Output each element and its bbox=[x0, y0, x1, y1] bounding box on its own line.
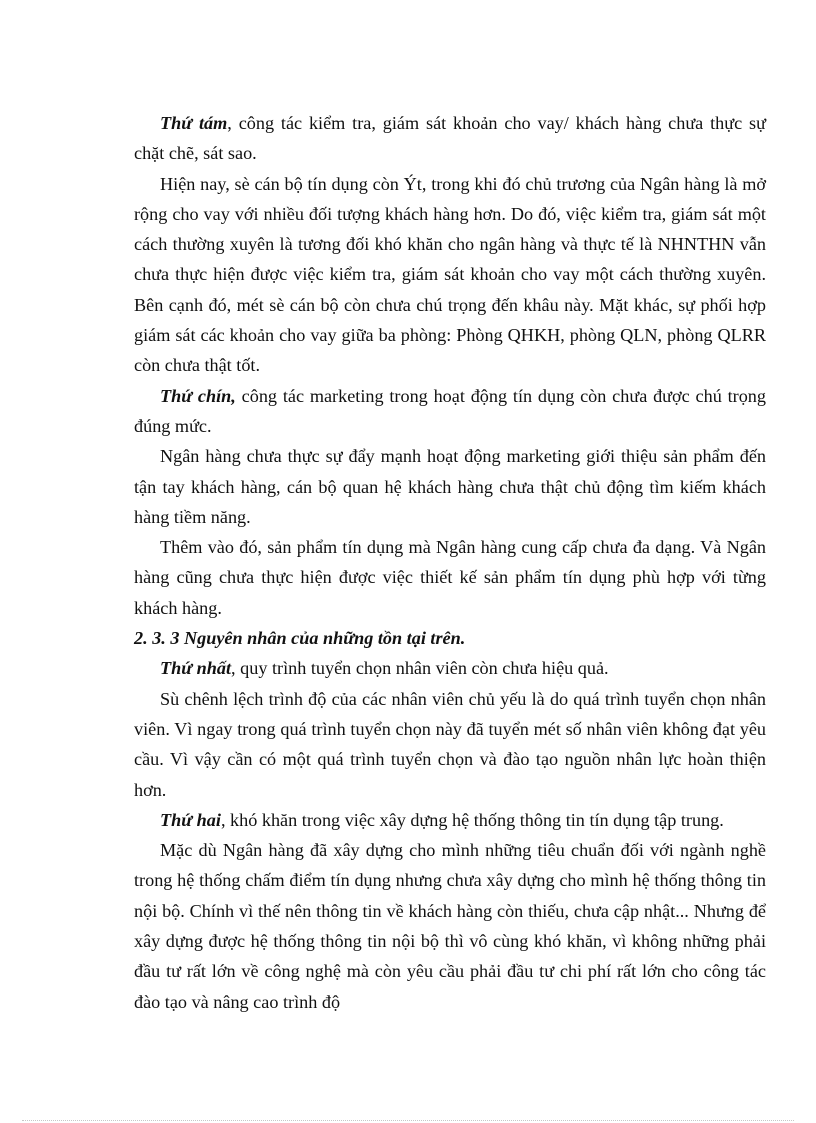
paragraph-lead: Thứ chín, bbox=[160, 385, 236, 406]
paragraph-thu-tam bbox=[134, 108, 766, 169]
page-bottom-divider bbox=[22, 1120, 794, 1121]
paragraph-thu-nhat bbox=[134, 653, 766, 683]
paragraph-thu-hai bbox=[134, 805, 766, 835]
paragraph-thu-chin bbox=[134, 381, 766, 442]
paragraph-text: Thêm vào đó, sản phẩm tín dụng mà Ngân hàng cung cấp chưa đa dạng. Và Ngân hàng cũng chưa thực hiện được việc thiết kế sản phẩm tín dụng phù hợp với từng khách hàng. bbox=[134, 537, 766, 618]
paragraph-text: công tác marketing trong hoạt động tín dụng còn chưa được chú trọng đúng mức. bbox=[134, 385, 766, 436]
paragraph-text: Mặc dù Ngân hàng đã xây dựng cho mình những tiêu chuẩn đối với ngành nghề trong hệ thống chấm điểm tín dụng nhưng chưa xây dựng cho mình hệ thống thông tin nội bộ. Chính vì thế nên thông tin về khách hàng còn thiếu, chưa cập nhật... Nhưng để xây dựng được hệ thống thông tin nội bộ thì vô cùng khó khăn, vì không những phải đầu tư rất lớn về công nghệ mà còn yêu cầu phải đầu tư chi phí rất lớn cho công tác đào tạo và nâng cao trình độ bbox=[134, 840, 766, 1012]
paragraph-text: , quy trình tuyển chọn nhân viên còn chưa hiệu quả. bbox=[231, 658, 609, 679]
paragraph-mac-du bbox=[134, 835, 766, 1017]
paragraph-text: , khó khăn trong việc xây dựng hệ thống thông tin tín dụng tập trung. bbox=[220, 809, 724, 830]
paragraph-hien-nay bbox=[134, 169, 766, 381]
section-heading: 2. 3. 3 Nguyên nhân của những tồn tại trên. bbox=[134, 628, 466, 649]
paragraph-text: , công tác kiểm tra, giám sát khoản cho vay/ khách hàng chưa thực sự chặt chẽ, sát sao. bbox=[134, 113, 766, 164]
paragraph-san-pham bbox=[134, 532, 766, 623]
paragraph-lead: Thứ hai bbox=[160, 809, 221, 830]
paragraph-lead: Thứ tám bbox=[160, 113, 228, 133]
document-body bbox=[134, 108, 766, 1017]
paragraph-text: Hiện nay, sè cán bộ tín dụng còn Ýt, trong khi đó chủ trương của Ngân hàng là mở rộng cho vay với nhiều đối tượng khách hàng hơn. Do đó, việc kiểm tra, giám sát một cách thường xuyên là tương đối khó khăn cho ngân hàng và thực tế là NHNTHN vẫn chưa thực hiện được việc kiểm tra, giám sát khoản cho vay một cách thường xuyên. Bên cạnh đó, mét sè cán bộ còn chưa chú trọng đến khâu này. Mặt khác, sự phối hợp giám sát các khoản cho vay giữa ba phòng: Phòng QHKH, phòng QLN, phòng QLRR còn chưa thật tốt. bbox=[134, 173, 766, 376]
paragraph-marketing bbox=[134, 441, 766, 532]
paragraph-text: Sù chênh lệch trình độ của các nhân viên chủ yếu là do quá trình tuyển chọn nhân viên. Vì ngay trong quá trình tuyển chọn này đã tuyển mét số nhân viên không đạt yêu cầu. Vì vậy cần có một quá trình tuyển chọn và đào tạo nguồn nhân lực hoàn thiện hơn. bbox=[134, 688, 766, 800]
paragraph-chenh-lech bbox=[134, 684, 766, 805]
paragraph-lead: Thứ nhất bbox=[160, 658, 232, 679]
paragraph-text: Ngân hàng chưa thực sự đẩy mạnh hoạt động marketing giới thiệu sản phẩm đến tận tay khách hàng, cán bộ quan hệ khách hàng chưa thật chủ động tìm kiếm khách hàng tiềm năng. bbox=[134, 446, 766, 527]
